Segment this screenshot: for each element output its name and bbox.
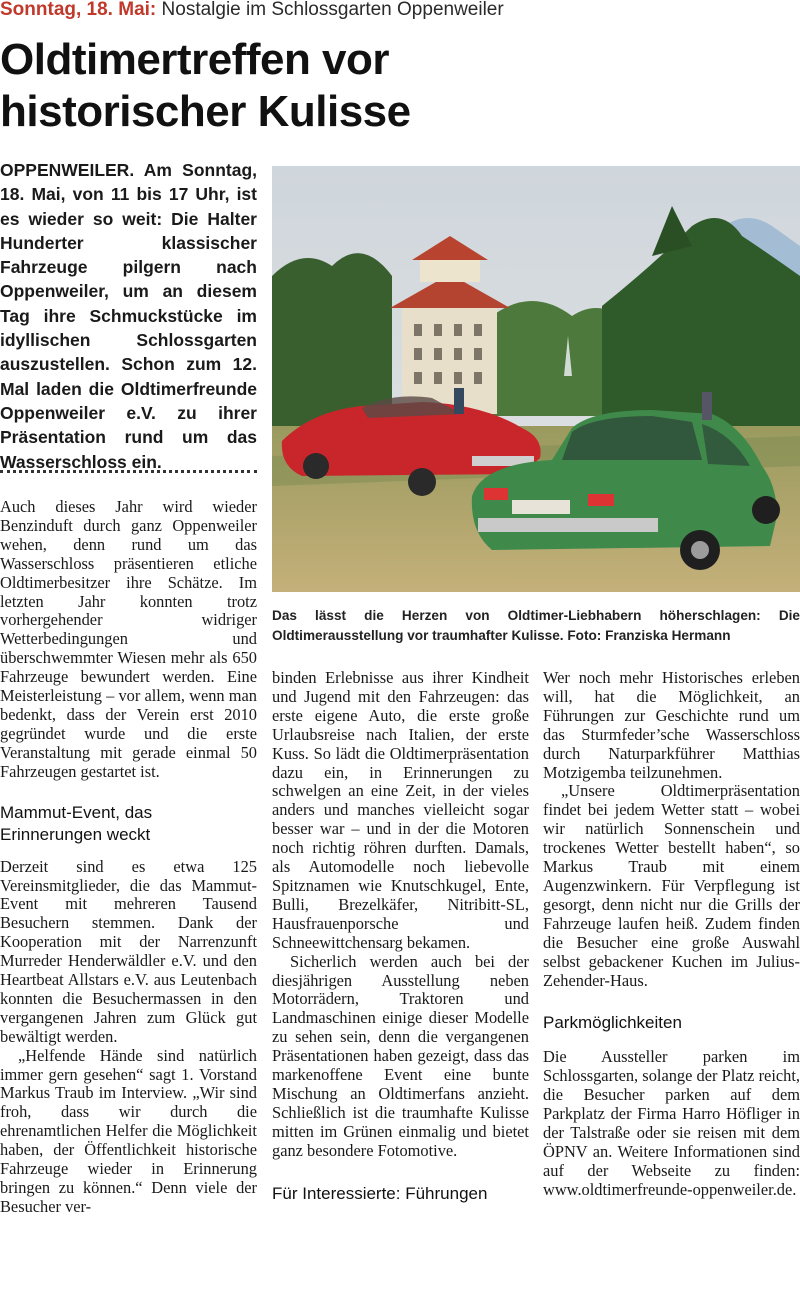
headline-line-1: Oldtimertreffen vor: [0, 35, 390, 84]
article-headline: [0, 34, 800, 138]
body-paragraph: „Unsere Oldtimerpräsentation findet bei jedem Wetter statt – wobei wir natürlich Sonnenschein und trockenes Wetter bestellt haben“, so Markus Traub mit einem Augenzwinkern. Für Verpflegung ist gesorgt, denn nicht nur die Grills der Fahrzeuge laufen heiß. Zudem finden die Besucher eine große Auswahl selbst gebackener Kuchen im Julius-Zehender-Haus.: [543, 781, 800, 990]
body-paragraph: Sicherlich werden auch bei der diesjährigen Ausstellung neben Motorrädern, Traktoren und Landmaschinen einige dieser Modelle zu sehen sein, denn die vergangenen Präsentationen haben gezeigt, dass das markenoffene Event eine bunte Mischung an Oldtimerfans anzieht. Schließlich ist die traumhafte Kulisse mitten im Grünen einmalig und bietet ganz besondere Fotomotive.: [272, 951, 529, 1160]
text-column-1: [0, 498, 257, 1217]
dateline-place: OPPENWEILER.: [0, 160, 135, 180]
subheading-mammut-event: Mammut-Event, das Erinnerungen weckt: [0, 802, 153, 844]
photo-caption: Das lässt die Herzen von Oldtimer-Liebhabern höherschlagen: Die Oldtimerausstellung vor traumhafter Kulisse. Foto: Franziska Hermann: [272, 608, 800, 643]
kicker-line: [0, 0, 800, 22]
kicker-text: Nostalgie im Schlossgarten Oppenweiler: [161, 0, 504, 20]
text-column-2: [272, 669, 529, 1205]
body-paragraph: Derzeit sind es etwa 125 Vereinsmitglieder, die das Mammut-Event mit mehreren Tausend Besuchern stemmen. Dank der Kooperation mit der Narrenzunft Murreder Henderwäldler e.V. und den Heartbeat Allstars e.V. aus Leutenbach konnten die Besuchermassen in den vergangenen Jahren zum Glück gut bewältigt werden.: [0, 856, 257, 1046]
text-column-3: [543, 669, 800, 1200]
lead-text: Am Sonntag, 18. Mai, von 11 bis 17 Uhr, ist es wieder so weit: Die Halter Hunderter klassischer Fahrzeuge pilgern nach Oppenweiler, um an diesem Tag ihre Schmuckstücke im idyllischen Schlossgarten auszustellen. Schon zum 12. Mal laden die Oldtimerfreunde Oppenweiler e.V. zu ihrer Präsentation rund um das Wasserschloss ein.: [0, 160, 257, 472]
body-paragraph: binden Erlebnisse aus ihrer Kindheit und Jugend mit den Fahrzeugen: das erste eigene Auto, die erste große Urlaubsreise nach Italien, der erste Kuss. So lädt die Oldtimerpräsentation dazu ein, in Erinnerungen zu schwelgen an eine Zeit, in der vieles anders und manches vielleicht sogar besser war – und in der die Motoren noch richtig röhren durften. Damals, als Automodelle noch liebevolle Spitznamen wie Knutschkugel, Ente, Bulli, Brezelkäfer, Nitribitt-SL, Hausfrauenporsche und Schneewittchensarg bekamen.: [272, 668, 529, 952]
lead-paragraph: [0, 158, 257, 474]
body-paragraph: Wer noch mehr Historisches erleben will, hat die Möglichkeit, an Führungen zur Geschichte rund um das Sturmfeder’sche Wasserschloss durch Naturparkführer Matthias Motzigemba teilzunehmen.: [543, 668, 800, 782]
photo-oldtimers-castle: [272, 166, 800, 592]
dotted-separator: [0, 470, 257, 473]
headline-line-2: historischer Kulisse: [0, 87, 411, 136]
kicker-date: Sonntag, 18. Mai:: [0, 0, 157, 20]
article-photo: [272, 166, 800, 592]
body-paragraph: Die Aussteller parken im Schlossgarten, solange der Platz reicht, die Besucher parken auf dem Parkplatz der Firma Harro Höfliger in der Talstraße oder sie reisen mit dem ÖPNV an. Weitere Informationen sind auf der Webseite zu finden: www.oldtimerfreunde-oppenweiler.de.: [543, 1047, 800, 1199]
body-paragraph: Auch dieses Jahr wird wieder Benzinduft durch ganz Oppenweiler wehen, denn rund um das Wasserschloss präsentieren etliche Oldtimerbesitzer ihre Schätze. Im letzten Jahr konnten trotz vorhergehender widriger Wetterbedingungen und überschwemmter Wiesen mehr als 650 Fahrzeuge bewundert werden. Eine Meisterleistung – vor allem, wenn man bedenkt, dass der Verein erst 2010 gegründet wurde und die erste Veranstaltung mit gerade einmal 50 Fahrzeugen gestartet ist.: [0, 497, 257, 781]
subheading-fuehrungen: Für Interessierte: Führungen: [272, 1183, 488, 1203]
subheading-parkmoeglichkeiten: Parkmöglichkeiten: [543, 1013, 682, 1033]
body-paragraph: „Helfende Hände sind natürlich immer gern gesehen“ sagt 1. Vorstand Markus Traub im Interview. „Wir sind froh, dass wir durch die ehrenamtlichen Helfer die Möglichkeit haben, der Öffentlichkeit historische Fahrzeuge wieder in Erinnerung bringen zu können.“ Denn viele der Besucher ver-: [0, 1045, 257, 1216]
